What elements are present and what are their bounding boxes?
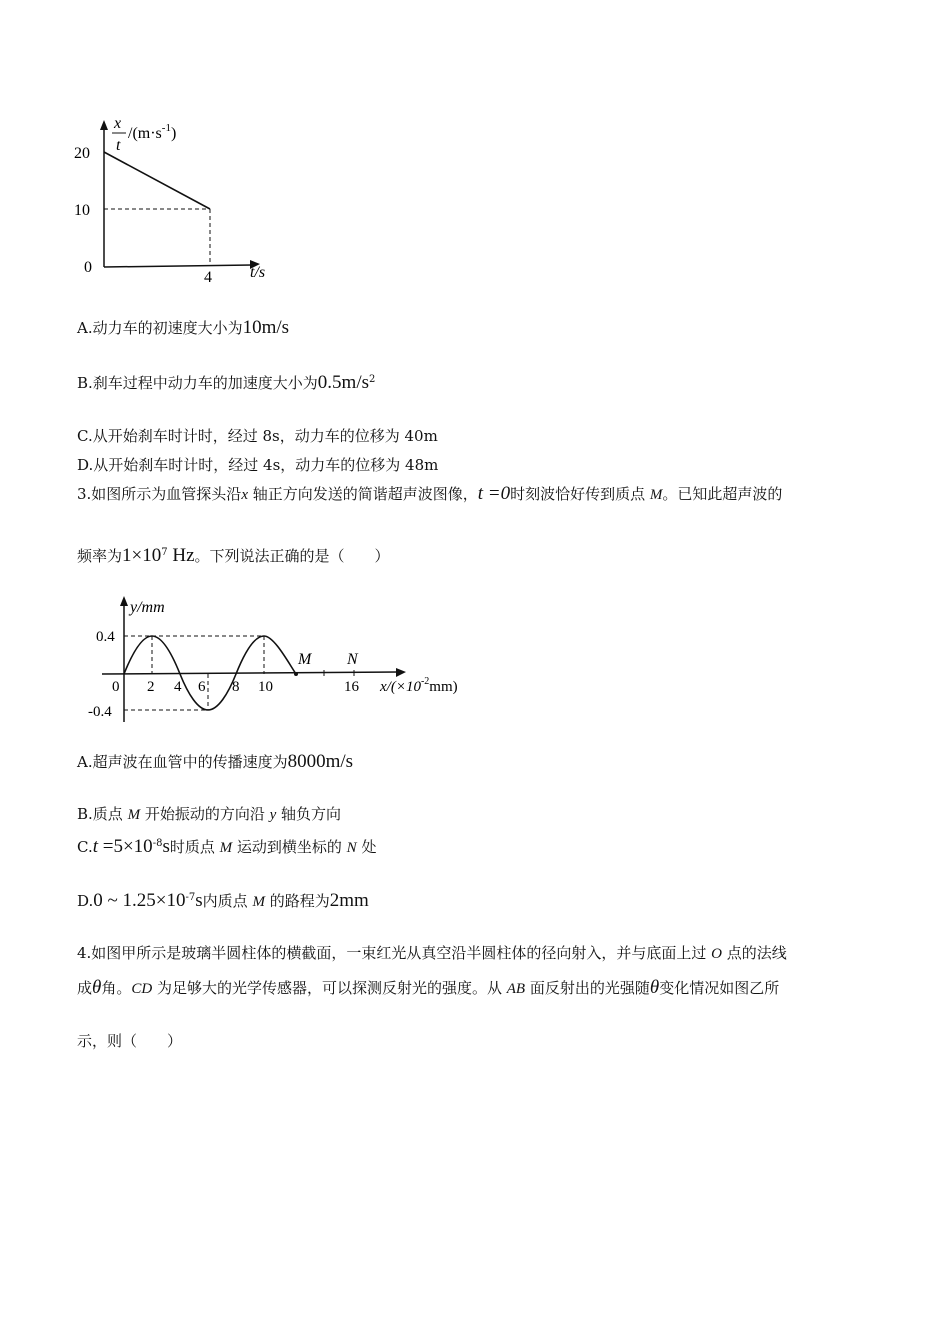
x-label: t/s bbox=[250, 264, 266, 281]
q3-stem-line1: 3.如图所示为血管探头沿x 轴正方向发送的简谐超声波图像，t =0时刻波恰好传到质点 M。已知此超声波的 bbox=[77, 483, 783, 504]
q2-option-b: B.刹车过程中动力车的加速度大小为$0.5m/s^2$ bbox=[77, 372, 376, 393]
q2-option-d: D.从开始刹车时计时，经过 4s，动力车的位移为 48m bbox=[77, 456, 439, 474]
velocity-time-graph bbox=[70, 112, 290, 287]
wave-graph bbox=[82, 592, 477, 732]
x-tick-10: 10 bbox=[258, 679, 273, 695]
x-tick-4: 4 bbox=[204, 269, 212, 286]
y-tick-0: 0 bbox=[84, 259, 92, 276]
point-m-label: M bbox=[298, 651, 312, 668]
x-tick-16: 16 bbox=[344, 679, 359, 695]
y-label-den: t bbox=[116, 137, 121, 154]
q3-option-c: $C.t =5\times 10^{-8}s$时质点 M 运动到横坐标的 N 处 bbox=[77, 836, 377, 857]
q2-option-c: C.从开始刹车时计时，经过 8s，动力车的位移为 40m bbox=[77, 427, 438, 445]
y-tick-neg: -0.4 bbox=[88, 704, 112, 720]
q3-stem-line2: 频率为$1\times 10^7$ Hz。下列说法正确的是（ ） bbox=[77, 545, 390, 566]
x-tick-6: 6 bbox=[198, 679, 206, 695]
y-label-num: x bbox=[114, 115, 122, 132]
x-tick-0: 0 bbox=[112, 679, 120, 695]
y-axis-arrow bbox=[100, 120, 108, 130]
q3-option-d: D.0 ~ $1.25\times 10^{-7}s$内质点 M 的路程为2mm bbox=[77, 890, 369, 911]
q3-option-a: A.超声波在血管中的传播速度为8000m/s bbox=[77, 751, 354, 772]
q3-option-b: B.质点 M 开始振动的方向沿 y 轴负方向 bbox=[77, 805, 342, 823]
y-label-unit: $/(m\cdot s^{-1})$ bbox=[128, 122, 177, 142]
q2-option-a: A.动力车的初速度大小为10m/s bbox=[77, 317, 290, 338]
y-label: y/mm bbox=[130, 599, 165, 616]
y-tick-20: 20 bbox=[74, 145, 90, 162]
point-m-dot bbox=[294, 672, 298, 676]
x-label: $x/(\times 10^{-2}mm)$ bbox=[380, 676, 458, 695]
y-tick-pos: 0.4 bbox=[96, 629, 115, 645]
q4-stem-line3: 示，则（ ） bbox=[77, 1032, 183, 1050]
y-axis-arrow bbox=[120, 596, 128, 606]
x-tick-2: 2 bbox=[147, 679, 155, 695]
x-tick-8: 8 bbox=[232, 679, 240, 695]
q4-stem-line1: 4.如图甲所示是玻璃半圆柱体的横截面，一束红光从真空沿半圆柱体的径向射入，并与底面上过 O 点的法线 bbox=[77, 944, 787, 962]
x-tick-4: 4 bbox=[174, 679, 182, 695]
x-axis-arrow bbox=[396, 668, 406, 677]
x-axis bbox=[104, 265, 252, 267]
data-line bbox=[104, 152, 210, 209]
q4-stem-line2: 成θ角。CD 为足够大的光学传感器，可以探测反射光的强度。从 AB 面反射出的光强随θ变化情况如图乙所 bbox=[77, 977, 780, 998]
y-tick-10: 10 bbox=[74, 202, 90, 219]
point-n-label: N bbox=[347, 651, 358, 668]
